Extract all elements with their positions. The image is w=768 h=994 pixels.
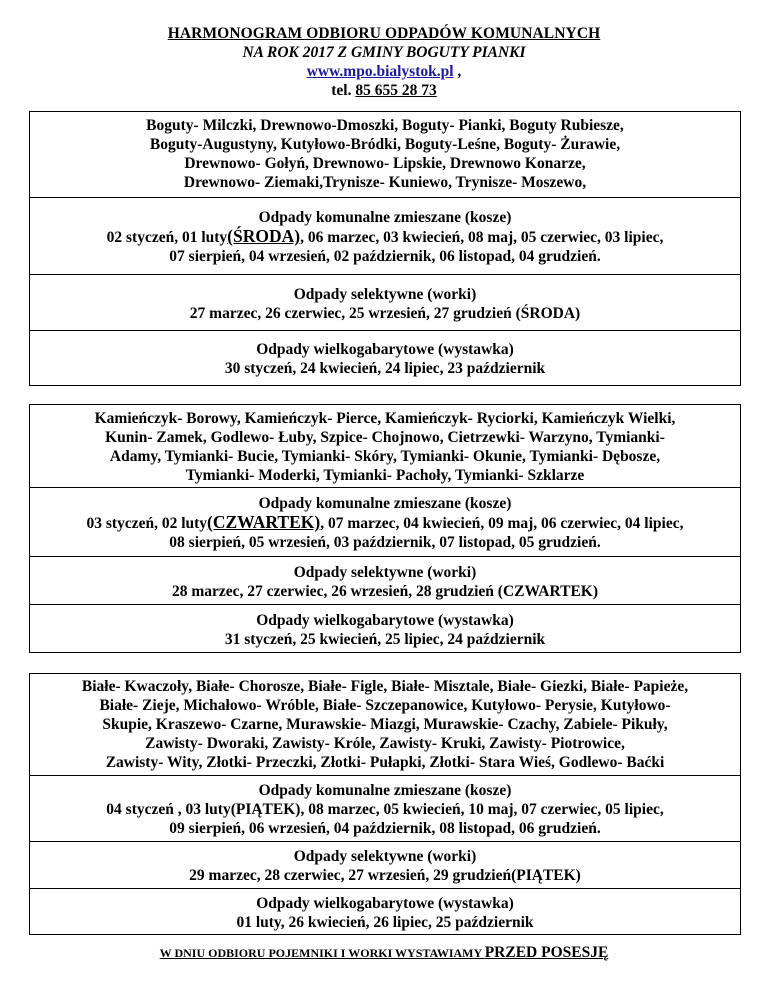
selective-waste-title: Odpady selektywne (worki) <box>293 286 477 303</box>
village-line: Adamy, Tymianki- Bucie, Tymianki- Skóry, Tymianki- Okunie, Tymianki- Dębosze, <box>109 448 661 465</box>
schedule-block-3 <box>29 673 741 935</box>
bulky-waste-section <box>30 604 740 652</box>
bulky-waste-dates: 31 styczeń, 25 kwiecień, 25 lipiec, 24 październik <box>224 631 546 648</box>
mixed-waste-section <box>30 775 740 841</box>
phone-prefix: tel. <box>331 82 356 99</box>
bulky-waste-dates: 01 luty, 26 kwiecień, 26 lipiec, 25 październik <box>236 914 534 931</box>
mixed-waste-section <box>30 197 740 274</box>
document-header <box>0 24 768 100</box>
selective-waste-title: Odpady selektywne (worki) <box>293 564 477 581</box>
mixed-dates-end: , 07 marzec, 04 kwiecień, 09 maj, 06 czerwiec, 04 lipiec, <box>320 515 684 532</box>
selective-waste-title: Odpady selektywne (worki) <box>293 848 477 865</box>
mixed-waste-title: Odpady komunalne zmieszane (kosze) <box>258 782 512 799</box>
village-line: Skupie, Kraszewo- Czarne, Murawskie- Miazgi, Murawskie- Czachy, Zabiele- Pikuły, <box>102 716 668 733</box>
village-list <box>30 112 740 197</box>
bulky-waste-title: Odpady wielkogabarytowe (wystawka) <box>256 341 514 358</box>
village-list <box>24 674 746 775</box>
village-line: Boguty- Milczki, Drewnowo-Dmoszki, Boguty- Pianki, Boguty Rubiesze, <box>146 117 624 134</box>
village-line: Kamieńczyk- Borowy, Kamieńczyk- Pierce, Kamieńczyk- Ryciorki, Kamieńczyk Wielki, <box>94 410 676 427</box>
selective-waste-section <box>30 274 740 330</box>
bulky-waste-section <box>30 888 740 934</box>
mixed-waste-title: Odpady komunalne zmieszane (kosze) <box>258 209 512 226</box>
village-line: Zawisty- Wity, Złotki- Przeczki, Złotki- Pułapki, Złotki- Stara Wieś, Godlewo- Baćki <box>105 754 665 771</box>
mixed-dates-start: 03 styczeń, 02 luty <box>86 515 208 532</box>
footer-note <box>0 944 768 962</box>
phone-number: 85 655 28 73 <box>355 82 437 99</box>
website-line <box>0 62 768 81</box>
schedule-block-1 <box>29 111 741 386</box>
mixed-waste-dates-line2: 08 sierpień, 05 wrzesień, 03 październik, 07 listopad, 05 grudzień. <box>169 534 601 551</box>
phone-line <box>0 81 768 100</box>
website-suffix: , <box>453 63 462 80</box>
village-line: Tymianki- Moderki, Tymianki- Pachoły, Tymianki- Szklarze <box>185 467 585 484</box>
village-line: Drewnowo- Gołyń, Drewnowo- Lipskie, Drewnowo Konarze, <box>184 155 586 172</box>
bulky-waste-title: Odpady wielkogabarytowe (wystawka) <box>256 612 514 629</box>
mixed-waste-dates-line1 <box>30 513 740 533</box>
selective-waste-section <box>30 556 740 604</box>
bulky-waste-section <box>30 330 740 385</box>
village-list <box>30 405 740 487</box>
collection-weekday: (ŚRODA) <box>227 226 301 246</box>
document-subtitle: NA ROK 2017 Z GMINY BOGUTY PIANKI <box>242 44 526 61</box>
village-line: Zawisty- Dworaki, Zawisty- Króle, Zawisty- Kruki, Zawisty- Piotrowice, <box>145 735 625 752</box>
selective-waste-section <box>30 841 740 888</box>
mixed-waste-dates-line1: 04 styczeń , 03 luty(PIĄTEK), 08 marzec, 05 kwiecień, 10 maj, 07 czerwiec, 05 lipiec, <box>106 801 664 818</box>
mixed-waste-dates-line2: 09 sierpień, 06 wrzesień, 04 październik, 08 listopad, 06 grudzień. <box>169 820 601 837</box>
mixed-dates-start: 02 styczeń, 01 luty <box>106 229 228 246</box>
schedule-block-2 <box>29 404 741 653</box>
mixed-waste-title: Odpady komunalne zmieszane (kosze) <box>258 495 512 512</box>
website-link[interactable]: www.mpo.bialystok.pl <box>306 63 454 80</box>
mixed-waste-section <box>30 487 740 556</box>
selective-waste-dates: 29 marzec, 28 czerwiec, 27 wrzesień, 29 grudzień(PIĄTEK) <box>189 867 581 884</box>
mixed-waste-dates-line2: 07 sierpień, 04 wrzesień, 02 październik, 06 listopad, 04 grudzień. <box>169 248 601 265</box>
village-line: Kunin- Zamek, Godlewo- Łuby, Szpice- Chojnowo, Cietrzewki- Warzyno, Tymianki- <box>105 429 665 446</box>
village-line: Białe- Kwaczoły, Białe- Chorosze, Białe- Figle, Białe- Misztale, Białe- Giezki, Białe- Papieże, <box>81 678 689 695</box>
bulky-waste-title: Odpady wielkogabarytowe (wystawka) <box>256 895 514 912</box>
collection-weekday: (CZWARTEK) <box>207 512 321 532</box>
bulky-waste-dates: 30 styczeń, 24 kwiecień, 24 lipiec, 23 październik <box>224 360 546 377</box>
village-line: Boguty-Augustyny, Kutyłowo-Bródki, Boguty-Leśne, Boguty- Żurawie, <box>149 136 621 153</box>
mixed-dates-end: , 06 marzec, 03 kwiecień, 08 maj, 05 czerwiec, 03 lipiec, <box>300 229 664 246</box>
footer-emphasis: PRZED POSESJĘ <box>484 944 609 961</box>
document-title: HARMONOGRAM ODBIORU ODPADÓW KOMUNALNYCH <box>167 25 601 42</box>
mixed-waste-dates-line1 <box>30 227 740 247</box>
selective-waste-dates: 28 marzec, 27 czerwiec, 26 wrzesień, 28 grudzień (CZWARTEK) <box>171 583 599 600</box>
footer-text: W DNIU ODBIORU POJEMNIKI I WORKI WYSTAWIAMY <box>159 946 485 960</box>
village-line: Drewnowo- Ziemaki,Trynisze- Kuniewo, Trynisze- Moszewo, <box>183 174 587 191</box>
village-line: Białe- Zieje, Michałowo- Wróble, Białe- Szczepanowice, Kutyłowo- Perysie, Kutyłowo- <box>99 697 671 714</box>
selective-waste-dates: 27 marzec, 26 czerwiec, 25 wrzesień, 27 grudzień (ŚRODA) <box>189 305 581 322</box>
